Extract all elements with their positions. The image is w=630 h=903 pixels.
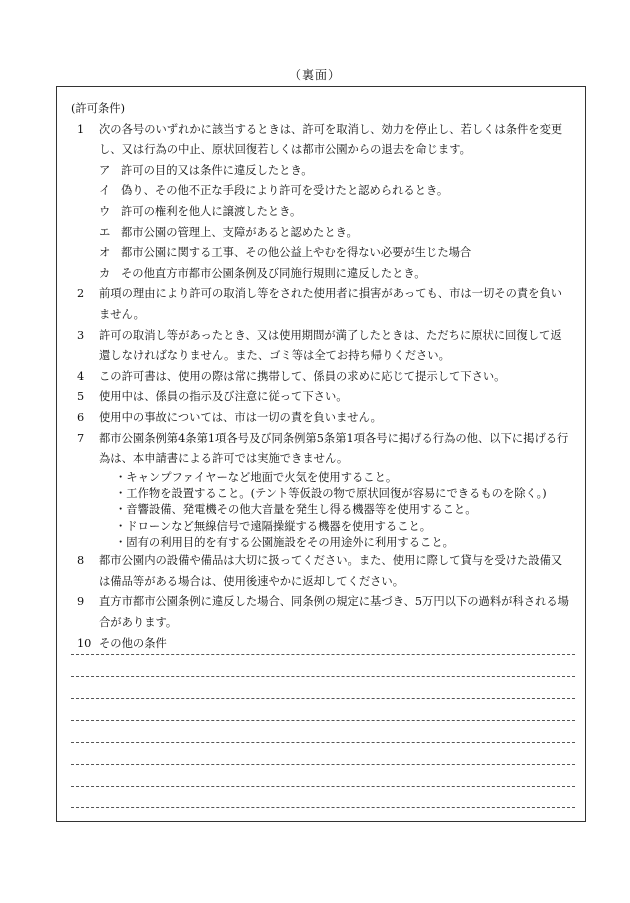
item-text: 都市公園条例第4条第1項各号及び同条例第5条第1項各号に掲げる行為の他、以下に掲げる行 — [99, 431, 569, 445]
page-header: （裏面） — [288, 68, 341, 82]
item-9-line-2: 合があります。 — [99, 615, 178, 629]
conditions-frame — [56, 86, 586, 822]
other-conditions-line[interactable] — [71, 698, 575, 699]
item-3-line-2: 還しなければなりません。また、ゴミ等は全てお持ち帰りください。 — [99, 349, 450, 363]
sub-text: その他直方市都市公園条例及び同施行規則に違反したとき。 — [121, 266, 426, 280]
other-conditions-line[interactable] — [71, 676, 575, 677]
sub-key: カ — [99, 266, 111, 280]
item-7-line-2: 為は、本申請書による許可では実施できません。 — [99, 452, 349, 466]
item-text: この許可書は、使用の際は常に携帯して、係員の求めに応じて提示して下さい。 — [99, 369, 506, 383]
item-number: 9 — [77, 595, 85, 609]
item-6 — [71, 408, 579, 429]
item-2-line-1 — [71, 284, 579, 305]
item-number: 7 — [77, 431, 85, 445]
item-text: 次の各号のいずれかに該当するときは、許可を取消し、効力を停止し、若しくは条件を変更 — [99, 122, 563, 136]
item-1-sub-e — [71, 223, 579, 244]
item-7-bullet: ・工作物を設置すること。(テント等仮設の物で原状回復が容易にできるものを除く。) — [115, 486, 547, 500]
other-conditions-line[interactable] — [71, 786, 575, 787]
item-7-bullet: ・ドローンなど無線信号で遠隔操縦する機器を使用すること。 — [115, 519, 432, 533]
item-2-line-2: ません。 — [99, 307, 145, 321]
item-3-line-1 — [71, 326, 579, 347]
item-10 — [71, 634, 579, 655]
item-text: 許可の取消し等があったとき、又は使用期間が満了したときは、ただちに原状に回復して返 — [99, 328, 562, 342]
other-conditions-line[interactable] — [71, 720, 575, 721]
item-1-line-2: し、又は行為の中止、原状回復若しくは都市公園からの退去を命じます。 — [99, 143, 471, 157]
sub-text: 都市公園の管理上、支障があると認めたとき。 — [121, 225, 358, 239]
item-1-sub-a — [71, 161, 579, 182]
item-1-sub-u — [71, 202, 579, 223]
item-number: 2 — [77, 287, 85, 301]
item-1-sub-i — [71, 181, 579, 202]
item-1-sub-o — [71, 243, 579, 264]
item-text: その他の条件 — [99, 636, 167, 650]
item-4 — [71, 367, 579, 388]
item-1-sub-ka — [71, 264, 579, 285]
item-text: 使用中は、係員の指示及び注意に従って下さい。 — [99, 390, 348, 404]
item-7-line-1 — [71, 429, 579, 450]
item-5 — [71, 387, 579, 408]
sub-key: オ — [99, 246, 111, 260]
item-7-bullet: ・キャンプファイヤーなど地面で火気を使用すること。 — [115, 470, 398, 484]
other-conditions-line[interactable] — [71, 654, 575, 655]
sub-key: イ — [99, 184, 111, 198]
sub-key: ウ — [99, 204, 111, 218]
sub-key: エ — [99, 225, 111, 239]
sub-text: 許可の権利を他人に譲渡したとき。 — [121, 204, 302, 218]
item-number: 6 — [77, 410, 85, 424]
item-7-bullet: ・音響設備、発電機その他大音量を発生し得る機器等を使用すること。 — [115, 503, 477, 517]
item-number: 1 — [77, 122, 85, 136]
item-9-line-1 — [71, 592, 579, 613]
item-7-bullet: ・固有の利用目的を有する公園施設をその用途外に利用すること。 — [115, 535, 454, 549]
sub-text: 許可の目的又は条件に違反したとき。 — [121, 163, 313, 177]
item-number: 10 — [77, 636, 92, 650]
item-1-line-1 — [71, 120, 579, 141]
sub-text: 偽り、その他不正な手段により許可を受けたと認められるとき。 — [121, 184, 449, 198]
sub-text: 都市公園に関する工事、その他公益上やむを得ない必要が生じた場合 — [121, 246, 472, 260]
section-title: (許可条件) — [71, 102, 126, 115]
other-conditions-line[interactable] — [71, 764, 575, 765]
item-number: 8 — [77, 554, 85, 568]
item-8-line-1 — [71, 551, 579, 572]
sub-key: ア — [99, 163, 111, 177]
item-number: 3 — [77, 328, 85, 342]
item-8-line-2: は備品等がある場合は、使用後速やかに返却してください。 — [99, 574, 405, 588]
item-number: 4 — [77, 369, 85, 383]
item-text: 前項の理由により許可の取消し等をされた使用者に損害があっても、市は一切その責を負い — [99, 287, 563, 301]
other-conditions-line[interactable] — [71, 742, 575, 743]
item-text: 直方市都市公園条例に違反した場合、同条例の規定に基づき、5万円以下の過料が科される場 — [99, 595, 569, 609]
conditions-content — [71, 99, 579, 654]
item-text: 都市公園内の設備や備品は大切に扱ってください。また、使用に際して貸与を受けた設備又 — [99, 554, 563, 568]
item-text: 使用中の事故については、市は一切の責を負いません。 — [99, 410, 382, 424]
other-conditions-line[interactable] — [71, 807, 575, 808]
item-number: 5 — [77, 390, 85, 404]
